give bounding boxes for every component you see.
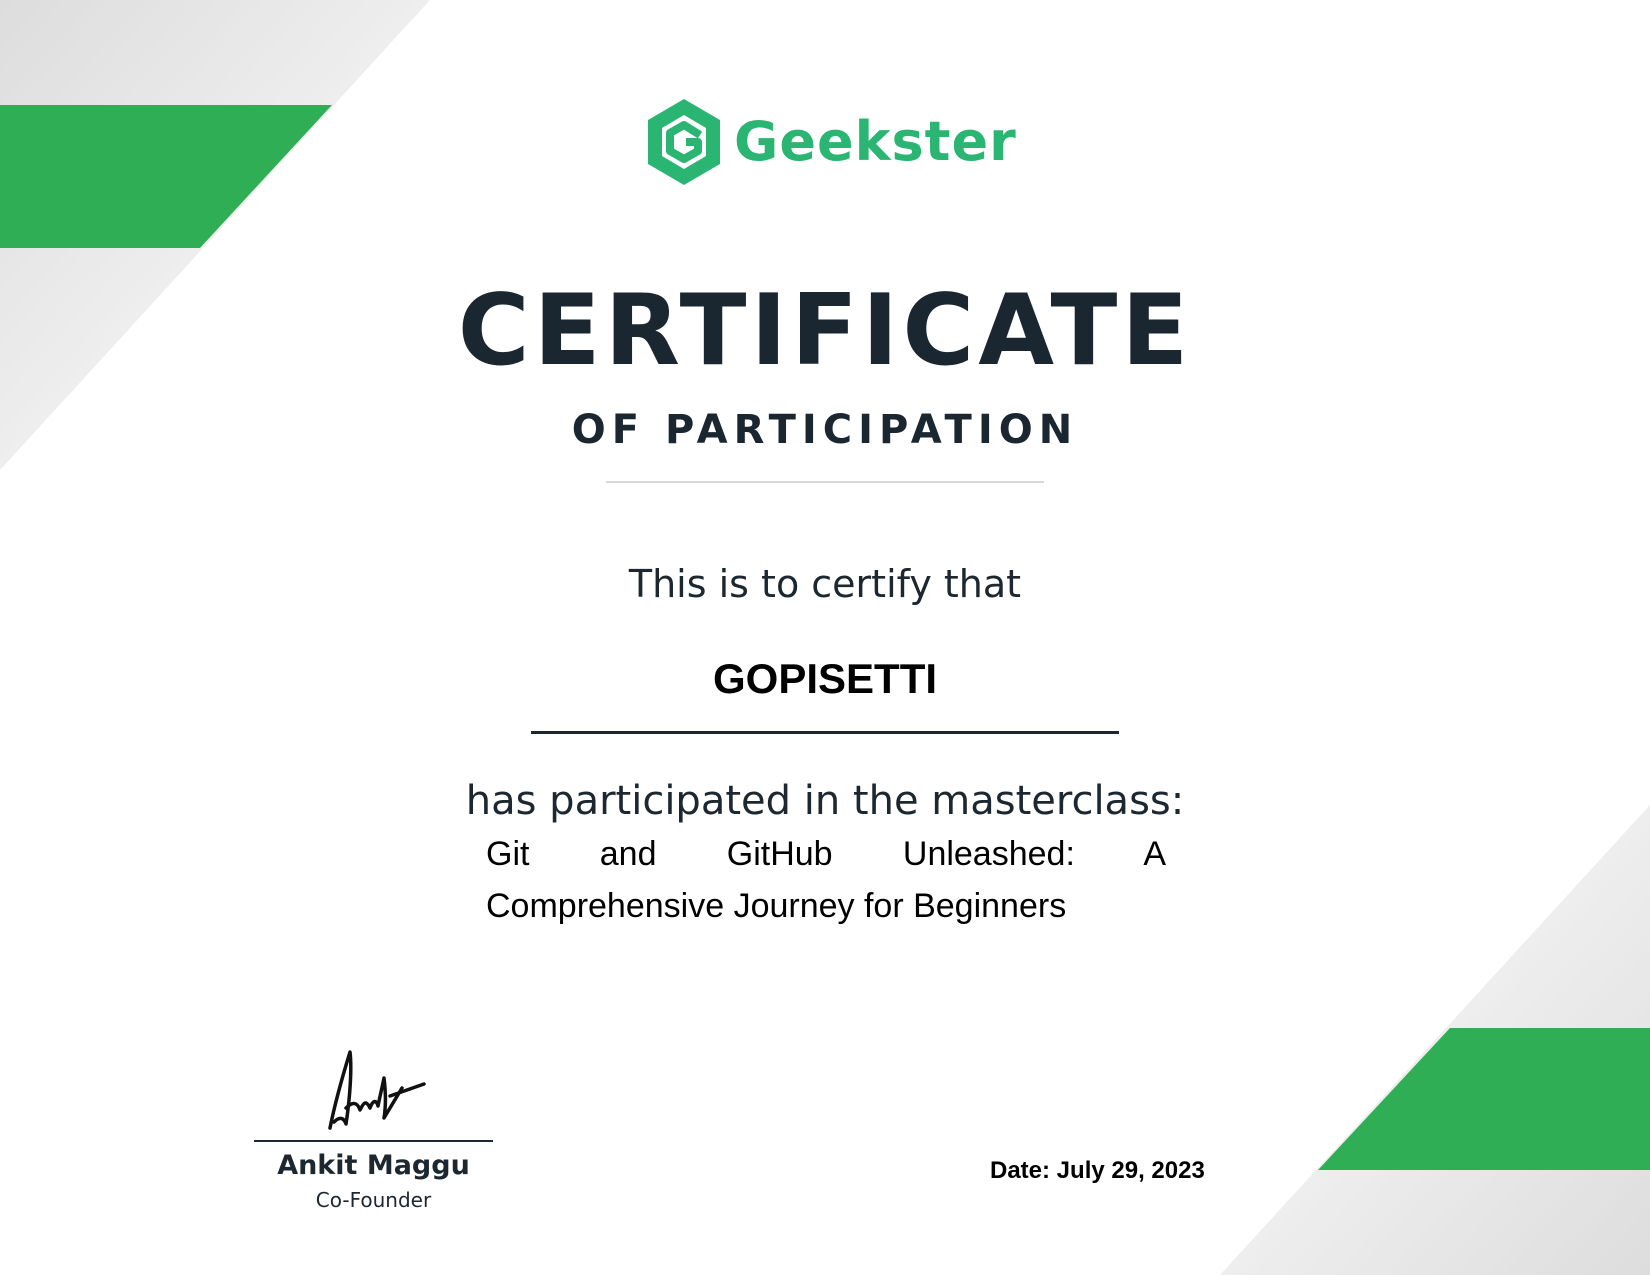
certificate-date: Date: July 29, 2023 [990, 1157, 1205, 1184]
top-left-green-band [0, 105, 332, 248]
recipient-underline [531, 731, 1119, 734]
signatory-role: Co-Founder [315, 1188, 432, 1212]
certificate-subtitle: OF PARTICIPATION [571, 407, 1079, 453]
signature-line [254, 1140, 493, 1142]
title-divider [606, 481, 1044, 483]
brand-name: Geekster [734, 110, 1017, 173]
course-title: Git and GitHub Unleashed: A Comprehensive Journey for Beginners [486, 835, 1166, 925]
certificate-title: CERTIFICATE [457, 274, 1193, 388]
geekster-hexagon-icon [648, 99, 720, 185]
participation-text: has participated in the masterclass: [465, 778, 1185, 824]
recipient-name: GOPISETTI [712, 655, 938, 702]
brand-logo [648, 98, 1017, 186]
certify-text: This is to certify that [628, 562, 1022, 606]
bottom-right-green-band [1318, 1028, 1650, 1170]
signatory-name: Ankit Maggu [277, 1150, 470, 1181]
handwritten-signature-icon [320, 1048, 440, 1134]
